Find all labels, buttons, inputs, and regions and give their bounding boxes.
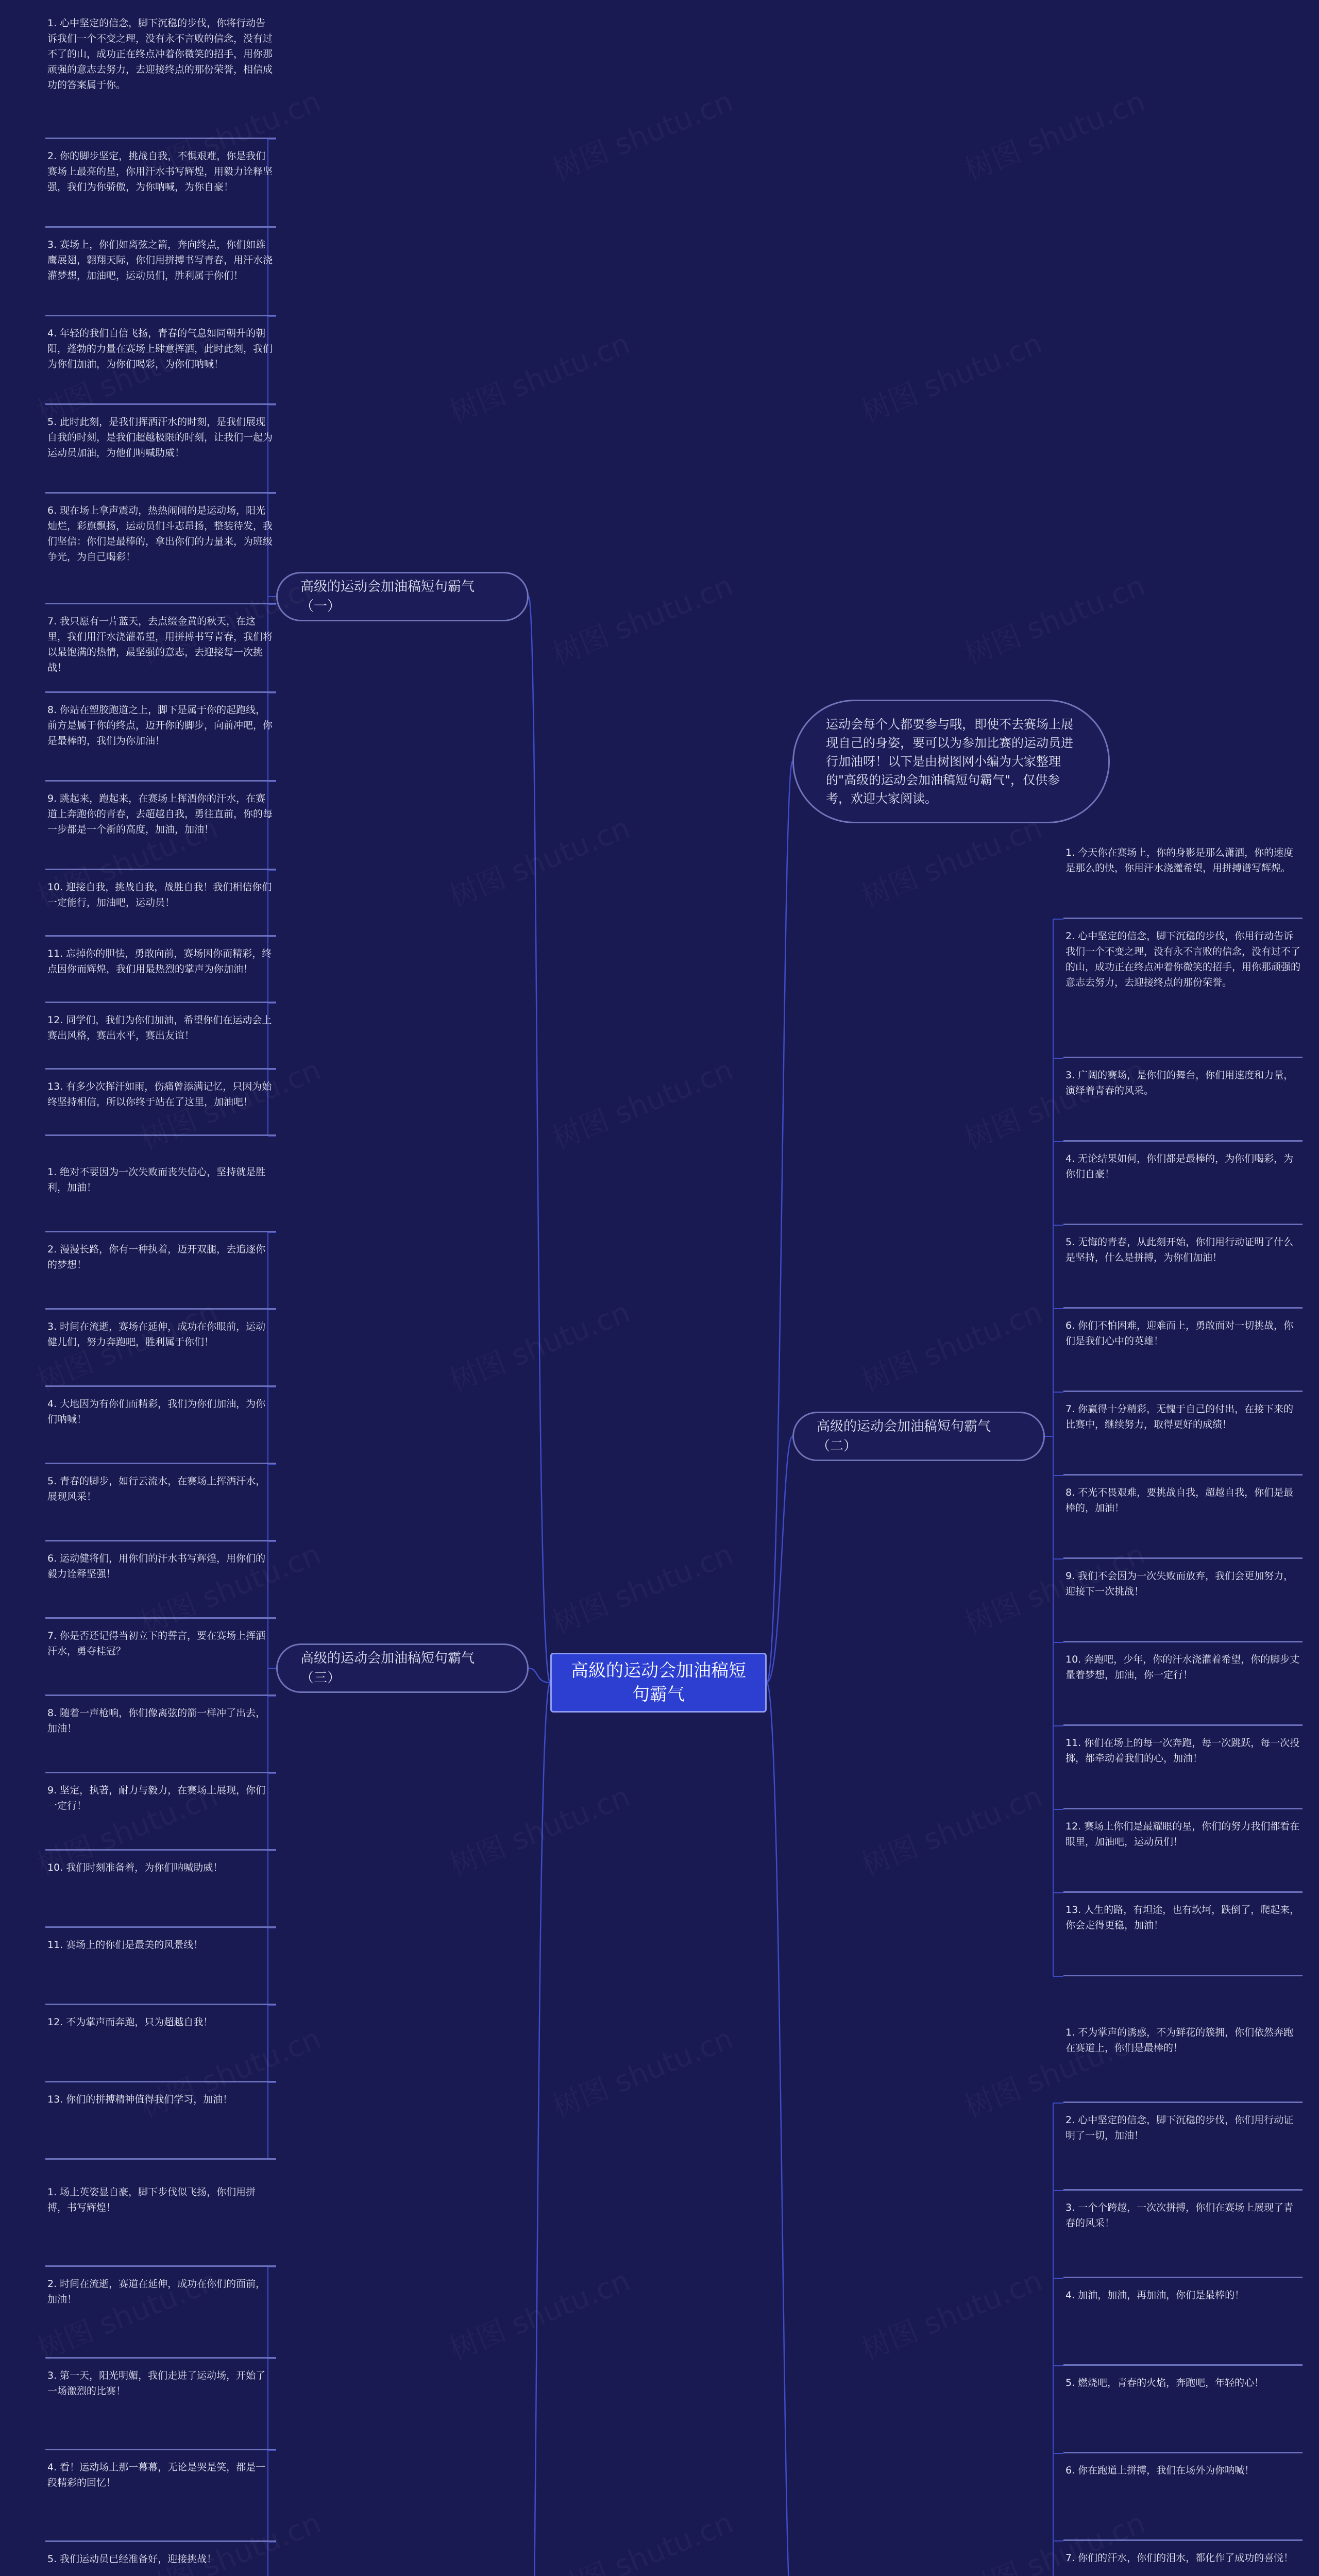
- branch-node-3[interactable]: [276, 1643, 529, 1693]
- branch-node-1[interactable]: [276, 572, 529, 621]
- leaf-node[interactable]: 4. 加油，加油，再加油，你们是最棒的！: [1063, 2287, 1303, 2366]
- leaf-node[interactable]: 5. 无悔的青春，从此刻开始，你们用行动证明了什么是坚持，什么是拼搏，为你们加油！: [1063, 1234, 1303, 1309]
- connector-line: [767, 1683, 792, 2576]
- leaf-node[interactable]: 1. 今天你在赛场上，你的身影是那么潇洒，你的速度是那么的快，你用汗水浇灌希望，用拼搏谱写辉煌。: [1063, 845, 1303, 919]
- leaf-node[interactable]: 5. 我们运动员已经准备好，迎接挑战！: [45, 2551, 276, 2576]
- leaf-node[interactable]: 1. 心中坚定的信念，脚下沉稳的步伐，你将行动告诉我们一个不变之理，没有永不言败的信念，没有过不了的山，成功正在终点冲着你微笑的招手，用你那顽强的意志去努力，去迎接终点的那份荣誉，相信成功的答案属于你。: [45, 15, 276, 139]
- branch-node-label: 高级的运动会加油稿短句霸气（三）: [300, 1651, 475, 1686]
- leaf-node[interactable]: 9. 坚定，执著，耐力与毅力，在赛场上展现，你们一定行！: [45, 1783, 276, 1851]
- branch-node-label: 高级的运动会加油稿短句霸气（二）: [817, 1419, 991, 1454]
- leaf-node[interactable]: 12. 同学们，我们为你们加油，希望你们在运动会上赛出风格，赛出水平，赛出友谊！: [45, 1012, 276, 1070]
- leaf-node[interactable]: 2. 心中坚定的信念，脚下沉稳的步伐，你们用行动证明了一切，加油！: [1063, 2112, 1303, 2191]
- leaf-node[interactable]: 7. 你是否还记得当初立下的誓言，要在赛场上挥洒汗水，勇夺桂冠？: [45, 1628, 276, 1696]
- root-node-label: 高級的运动会加油稿短句霸气: [571, 1660, 746, 1705]
- connector-line: [529, 1668, 550, 1683]
- leaf-node[interactable]: 2. 时间在流逝，赛道在延伸，成功在你们的面前，加油！: [45, 2276, 276, 2359]
- leaf-node[interactable]: 9. 跳起来，跑起来，在赛场上挥洒你的汗水，在赛道上奔跑你的青春，去超越自我，勇往直前，你的每一步都是一个新的高度，加油，加油！: [45, 791, 276, 870]
- connector-line: [767, 1436, 792, 1683]
- leaf-node[interactable]: 6. 现在场上拿声震动，热热闹闹的是运动场，阳光灿烂，彩旗飘扬，运动员们斗志昂扬，整装待发，我们坚信：你们是最棒的，拿出你们的力量来，为班级争光，为自己喝彩！: [45, 503, 276, 604]
- leaf-node[interactable]: 12. 赛场上你们是最耀眼的星，你们的努力我们都看在眼里，加油吧，运动员们！: [1063, 1819, 1303, 1893]
- leaf-node[interactable]: 7. 你赢得十分精彩，无愧于自己的付出，在接下来的比赛中，继续努力，取得更好的成绩！: [1063, 1401, 1303, 1476]
- leaf-node[interactable]: 8. 你站在塑胶跑道之上，脚下是属于你的起跑线，前方是属于你的终点，迈开你的脚步，向前冲吧，你是最棒的，我们为你加油！: [45, 702, 276, 782]
- leaf-node[interactable]: 4. 无论结果如何，你们都是最棒的，为你们喝彩，为你们自豪！: [1063, 1151, 1303, 1225]
- leaf-node[interactable]: 11. 忘掉你的胆怯，勇敢向前，赛场因你而精彩，终点因你而辉煌，我们用最热烈的掌声为你加油！: [45, 946, 276, 1003]
- leaf-node[interactable]: 1. 绝对不要因为一次失败而丧失信心，坚持就是胜利，加油！: [45, 1164, 276, 1232]
- leaf-node[interactable]: 6. 运动健将们，用你们的汗水书写辉煌，用你们的毅力诠释坚强！: [45, 1551, 276, 1619]
- leaf-node[interactable]: 3. 广阔的赛场，是你们的舞台，你们用速度和力量，演绎着青春的风采。: [1063, 1067, 1303, 1142]
- connector-line: [767, 761, 792, 1683]
- leaf-node[interactable]: 2. 心中坚定的信念，脚下沉稳的步伐，你用行动告诉我们一个不变之理，没有永不言败的信念，没有过不了的山，成功正在终点冲着你微笑的招手，用你那顽强的意志去努力，去迎接终点的那份荣誉。: [1063, 928, 1303, 1058]
- leaf-node[interactable]: 4. 大地因为有你们而精彩，我们为你们加油，为你们呐喊！: [45, 1396, 276, 1464]
- leaf-node[interactable]: 9. 我们不会因为一次失败而放弃，我们会更加努力，迎接下一次挑战！: [1063, 1568, 1303, 1642]
- leaf-node[interactable]: 7. 你们的汗水，你们的泪水，都化作了成功的喜悦！: [1063, 2550, 1303, 2576]
- leaf-node[interactable]: 3. 赛场上，你们如离弦之箭，奔向终点，你们如雄鹰展翅，翱翔天际，你们用拼搏书写青春，用汗水浇灌梦想，加油吧，运动员们，胜利属于你们！: [45, 237, 276, 316]
- leaf-node[interactable]: 11. 你们在场上的每一次奔跑，每一次跳跃，每一次投掷，都牵动着我们的心，加油！: [1063, 1735, 1303, 1809]
- branch-node-2[interactable]: [792, 1412, 1045, 1461]
- leaf-node[interactable]: 3. 第一天，阳光明媚，我们走进了运动场，开始了一场激烈的比赛！: [45, 2368, 276, 2450]
- leaf-node[interactable]: 12. 不为掌声而奔跑，只为超越自我！: [45, 2014, 276, 2082]
- leaf-node[interactable]: 6. 你们不怕困难，迎难而上，勇敢面对一切挑战，你们是我们心中的英雄！: [1063, 1318, 1303, 1392]
- leaf-node[interactable]: 5. 燃烧吧，青春的火焰，奔跑吧，年轻的心！: [1063, 2375, 1303, 2453]
- connector-line: [529, 1683, 550, 2576]
- leaf-node[interactable]: 3. 一个个跨越，一次次拼搏，你们在赛场上展现了青春的风采！: [1063, 2200, 1303, 2278]
- leaf-node[interactable]: 2. 漫漫长路，你有一种执着，迈开双腿，去追逐你的梦想！: [45, 1242, 276, 1310]
- leaf-node[interactable]: 7. 我只愿有一片蓝天，去点缀金黄的秋天，在这里，我们用汗水浇灌希望，用拼搏书写青春，我们将以最饱满的热情，最坚强的意志，去迎接每一次挑战！: [45, 614, 276, 693]
- leaf-node[interactable]: 6. 你在跑道上拼搏，我们在场外为你呐喊！: [1063, 2463, 1303, 2541]
- leaf-node[interactable]: 5. 此时此刻，是我们挥洒汗水的时刻，是我们展现自我的时刻，是我们超越极限的时刻，让我们一起为运动员加油，为他们呐喊助威！: [45, 414, 276, 494]
- leaf-node[interactable]: 4. 年轻的我们自信飞扬，青春的气息如同朝升的朝阳，蓬勃的力量在赛场上肆意挥洒，此时此刻，我们为你们加油，为你们喝彩，为你们呐喊！: [45, 326, 276, 405]
- intro-node-text: 运动会每个人都要参与哦，即使不去赛场上展现自己的身姿，要可以为参加比赛的运动员进行加油呀！以下是由树图网小编为大家整理的"高级的运动会加油稿短句霸气"，仅供参考，欢迎大家阅读。: [826, 717, 1073, 806]
- leaf-node[interactable]: 4. 看！运动场上那一幕幕，无论是哭是笑，都是一段精彩的回忆！: [45, 2460, 276, 2542]
- leaf-node[interactable]: 5. 青春的脚步，如行云流水，在赛场上挥洒汗水，展现风采！: [45, 1473, 276, 1541]
- leaf-node[interactable]: 10. 迎接自我，挑战自我，战胜自我！我们相信你们一定能行，加油吧，运动员！: [45, 879, 276, 937]
- leaf-node[interactable]: 10. 奔跑吧，少年，你的汗水浇灌着希望，你的脚步丈量着梦想，加油，你一定行！: [1063, 1652, 1303, 1726]
- branch-node-label: 高级的运动会加油稿短句霸气（一）: [300, 579, 475, 614]
- intro-node[interactable]: [792, 700, 1110, 823]
- leaf-node[interactable]: 2. 你的脚步坚定，挑战自我，不惧艰难，你是我们赛场上最亮的星，你用汗水书写辉煌，用毅力诠释坚强，我们为你骄傲，为你呐喊，为你自豪！: [45, 148, 276, 228]
- leaf-node[interactable]: 13. 有多少次挥汗如雨，伤痛曾添满记忆，只因为始终坚持相信，所以你终于站在了这里，加油吧！: [45, 1079, 276, 1136]
- root-node[interactable]: [550, 1653, 767, 1713]
- leaf-node[interactable]: 1. 不为掌声的诱惑，不为鲜花的簇拥，你们依然奔跑在赛道上，你们是最棒的！: [1063, 2025, 1303, 2103]
- leaf-node[interactable]: 11. 赛场上的你们是最美的风景线！: [45, 1937, 276, 2005]
- connector-line: [529, 597, 550, 1683]
- leaf-node[interactable]: 1. 场上英姿显自豪，脚下步伐似飞扬，你们用拼搏，书写辉煌！: [45, 2184, 276, 2267]
- leaf-node[interactable]: 13. 人生的路，有坦途，也有坎坷，跌倒了，爬起来，你会走得更稳，加油！: [1063, 1902, 1303, 1976]
- leaf-node[interactable]: 13. 你们的拼搏精神值得我们学习，加油！: [45, 2092, 276, 2160]
- leaf-node[interactable]: 10. 我们时刻准备着，为你们呐喊助威！: [45, 1860, 276, 1928]
- leaf-node[interactable]: 8. 不光不畏艰难，要挑战自我，超越自我，你们是最棒的，加油！: [1063, 1485, 1303, 1559]
- leaf-node[interactable]: 8. 随着一声枪响，你们像离弦的箭一样冲了出去，加油！: [45, 1705, 276, 1773]
- leaf-node[interactable]: 3. 时间在流逝，赛场在延伸，成功在你眼前，运动健儿们，努力奔跑吧，胜利属于你们！: [45, 1319, 276, 1387]
